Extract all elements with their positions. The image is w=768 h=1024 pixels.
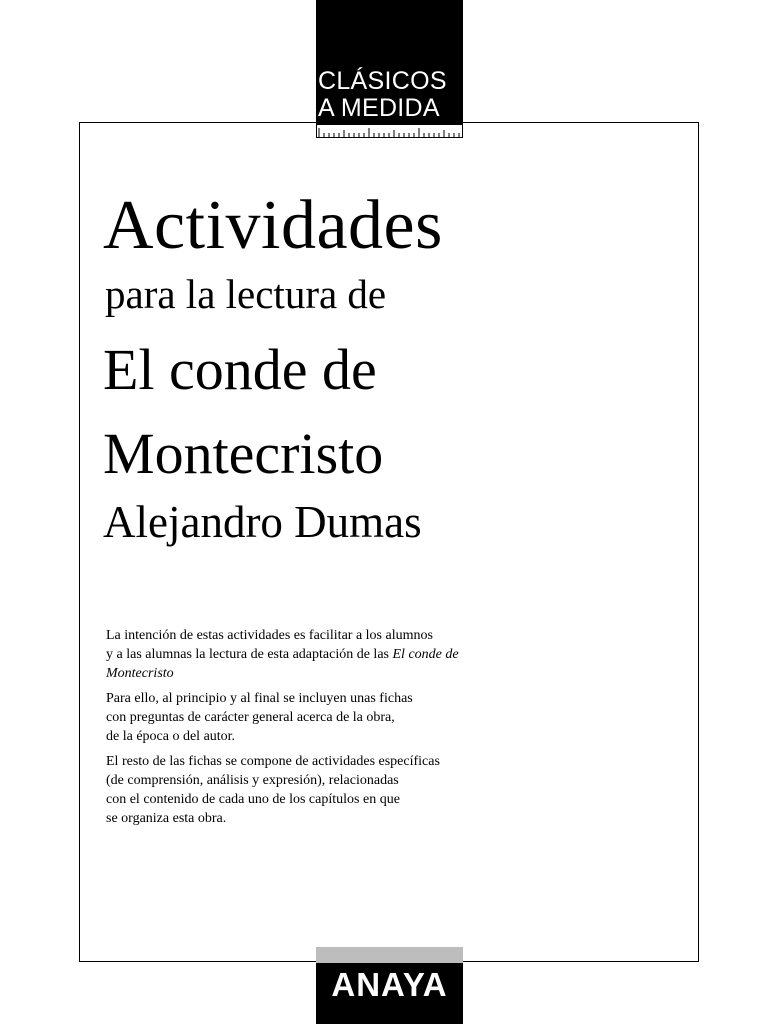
series-title-line2: A MEDIDA [318, 94, 440, 122]
intro-line: El resto de las fichas se compone de actividades específicas [106, 754, 440, 769]
series-title [318, 68, 463, 122]
document-title: Actividades [103, 187, 443, 264]
intro-line: se organiza esta obra. [106, 811, 227, 826]
series-label-block [316, 0, 463, 138]
publisher-block [316, 947, 463, 1024]
intro-line: La intención de estas actividades es facilitar a los alumnos [106, 628, 433, 643]
intro-line [106, 664, 506, 683]
intro-line: de la época o del autor. [106, 729, 236, 744]
intro-line-text: y a las alumnas la lectura de esta adaptación de las [106, 647, 393, 662]
series-title-line1: CLÁSICOS [318, 67, 447, 95]
ruler-icon [316, 124, 463, 138]
intro-line: con preguntas de carácter general acerca de la obra, [106, 710, 395, 725]
author-name: Alejandro Dumas [103, 497, 422, 547]
gray-band [316, 947, 463, 963]
publisher-logo: ANAYA [331, 966, 448, 1003]
intro-book-title-italic: Montecristo [106, 666, 174, 681]
intro-paragraph [106, 752, 506, 828]
intro-book-title-italic: El conde de [392, 647, 459, 662]
document-subtitle: para la lectura de [105, 271, 387, 317]
intro-line: Para ello, al principio y al final se incluyen unas fichas [106, 691, 413, 706]
intro-text [106, 626, 506, 834]
intro-line: con el contenido de cada uno de los capítulos en que [106, 792, 400, 807]
book-title [103, 328, 383, 496]
intro-line [106, 645, 506, 664]
intro-paragraph [106, 626, 506, 683]
intro-paragraph [106, 689, 506, 746]
book-title-line1: El conde de [103, 337, 377, 402]
intro-line: (de comprensión, análisis y expresión), relacionadas [106, 773, 399, 788]
book-title-line2: Montecristo [103, 421, 384, 486]
